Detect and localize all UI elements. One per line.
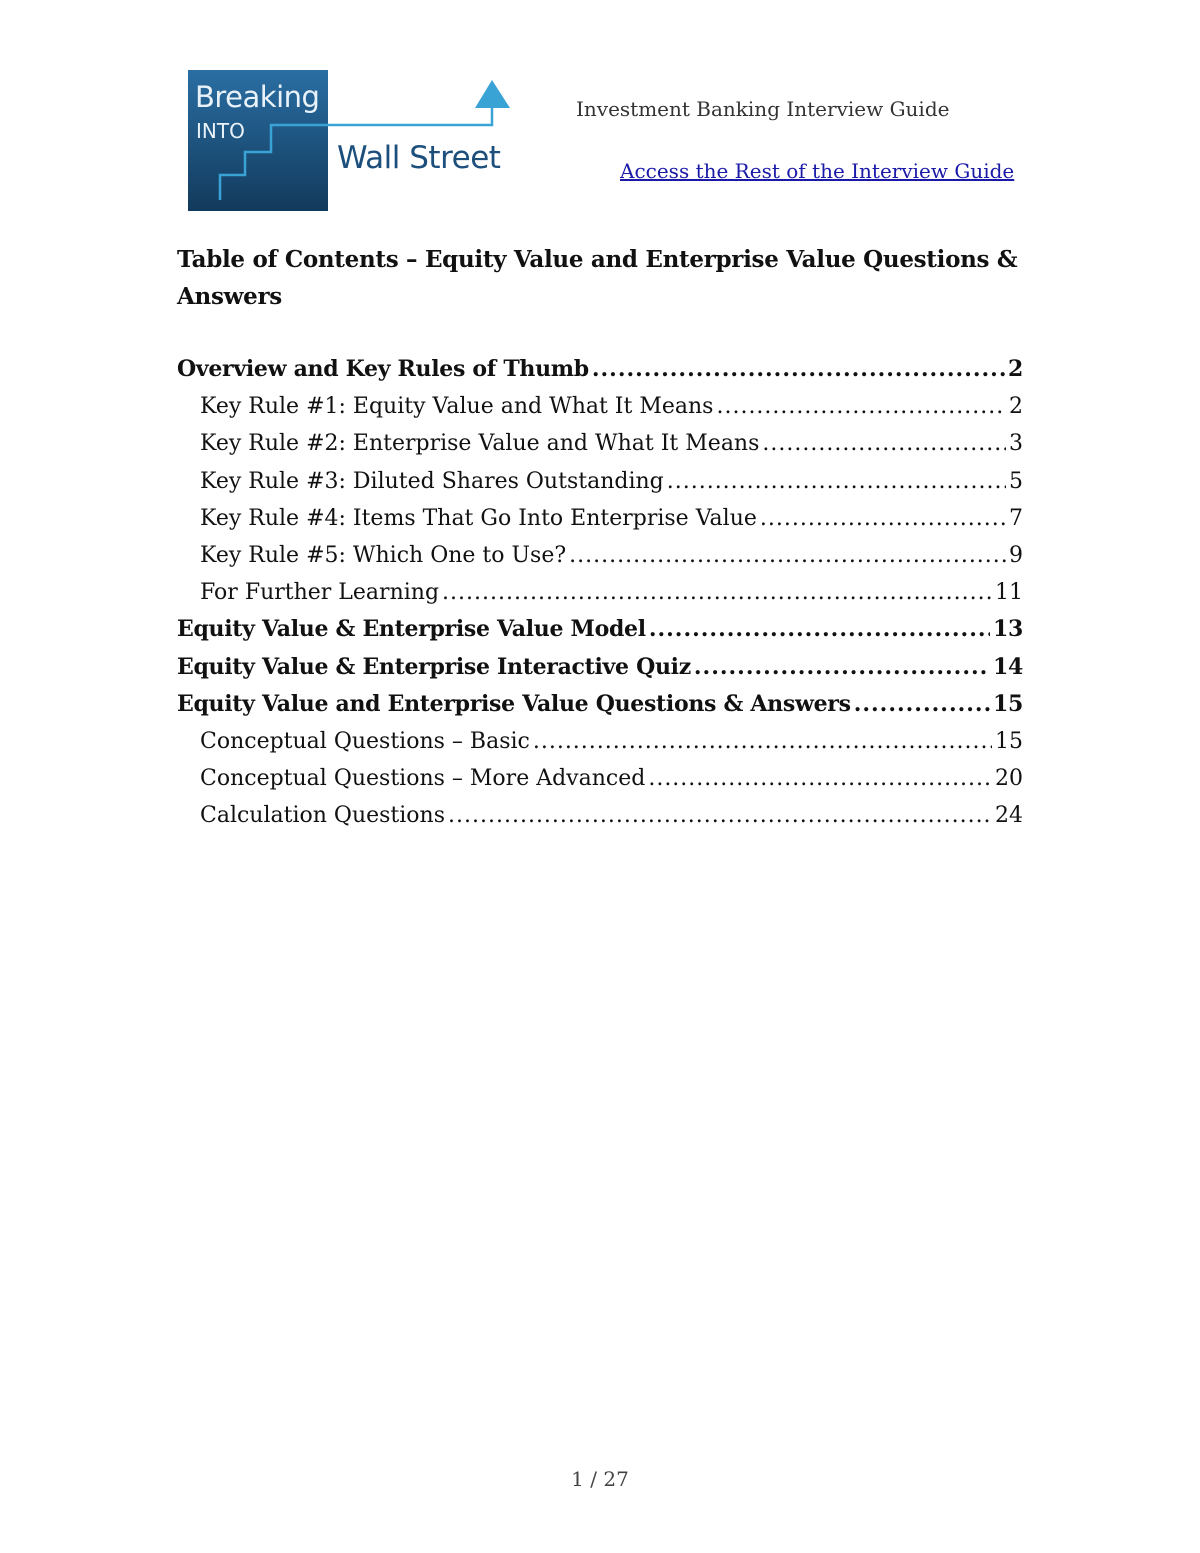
toc-entry[interactable]: [177, 686, 1023, 723]
toc-dot-leader: [592, 351, 1005, 388]
toc-entry[interactable]: [177, 388, 1023, 425]
logo-wordmark-breaking: Breaking: [195, 80, 320, 114]
toc-entry-title: Key Rule #3: Diluted Shares Outstanding: [200, 468, 664, 494]
toc-entry-page: 13: [992, 616, 1023, 643]
toc-entry[interactable]: [177, 574, 1023, 611]
toc-entry-page: 15: [992, 690, 1023, 717]
toc-entry[interactable]: [177, 425, 1023, 462]
toc-entry[interactable]: [177, 760, 1023, 797]
toc-dot-leader: [760, 500, 1006, 537]
toc-entry-title: Key Rule #4: Items That Go Into Enterprise Value: [200, 505, 757, 531]
page-indicator: 1 / 27: [571, 1467, 629, 1491]
toc-entry-page: 3: [1009, 431, 1023, 457]
access-guide-link[interactable]: Access the Rest of the Interview Guide: [620, 159, 1015, 183]
toc-entry-page: 9: [1009, 542, 1023, 568]
arrow-up-icon: [475, 80, 510, 108]
toc-entry-title: Equity Value & Enterprise Value Model: [177, 616, 646, 643]
toc-entry-title: For Further Learning: [200, 580, 440, 606]
toc-dot-leader: [648, 760, 992, 797]
table-of-contents: [177, 351, 1023, 834]
toc-entry-page: 15: [995, 728, 1023, 754]
logo-wordmark-wall-street: Wall Street: [337, 140, 501, 176]
toc-dot-leader: [716, 388, 1006, 425]
toc-dot-leader: [694, 649, 990, 686]
toc-entry-page: 14: [992, 653, 1023, 680]
toc-dot-leader: [533, 723, 992, 760]
toc-dot-leader: [649, 611, 990, 648]
toc-entry[interactable]: [177, 351, 1023, 388]
toc-entry-title: Equity Value & Enterprise Interactive Quiz: [177, 653, 691, 680]
toc-entry-page: 20: [995, 766, 1023, 792]
toc-dot-leader: [667, 463, 1006, 500]
toc-entry-page: 24: [995, 803, 1023, 829]
toc-entry-title: Key Rule #1: Equity Value and What It Means: [200, 394, 714, 420]
toc-entry-title: Overview and Key Rules of Thumb: [177, 356, 589, 382]
toc-entry[interactable]: [177, 463, 1023, 500]
toc-entry-title: Calculation Questions: [200, 803, 446, 829]
toc-entry[interactable]: [177, 797, 1023, 834]
toc-dot-leader: [762, 425, 1006, 462]
breaking-into-wall-street-logo: [187, 70, 517, 212]
toc-dot-leader: [448, 797, 992, 834]
toc-entry-title: Equity Value and Enterprise Value Questions & Answers: [177, 690, 851, 717]
toc-dot-leader: [442, 574, 992, 611]
guide-title: Investment Banking Interview Guide: [576, 97, 950, 121]
logo-wordmark-into: INTO: [196, 119, 245, 143]
toc-dot-leader: [854, 686, 990, 723]
toc-entry[interactable]: [177, 723, 1023, 760]
toc-entry[interactable]: [177, 537, 1023, 574]
toc-dot-leader: [569, 537, 1006, 574]
toc-entry[interactable]: [177, 611, 1023, 648]
toc-entry-page: 2: [1007, 356, 1023, 382]
toc-entry-title: Conceptual Questions – More Advanced: [200, 766, 646, 792]
toc-entry-title: Key Rule #5: Which One to Use?: [200, 542, 567, 568]
toc-entry[interactable]: [177, 649, 1023, 686]
toc-entry-page: 2: [1009, 394, 1023, 420]
toc-entry-page: 5: [1009, 468, 1023, 494]
toc-heading: Table of Contents – Equity Value and Enterprise Value Questions & Answers: [177, 246, 1018, 310]
toc-entry-page: 11: [995, 580, 1023, 606]
toc-entry-page: 7: [1009, 505, 1023, 531]
toc-entry[interactable]: [177, 500, 1023, 537]
toc-entry-title: Conceptual Questions – Basic: [200, 728, 530, 754]
toc-entry-title: Key Rule #2: Enterprise Value and What It Means: [200, 431, 760, 457]
